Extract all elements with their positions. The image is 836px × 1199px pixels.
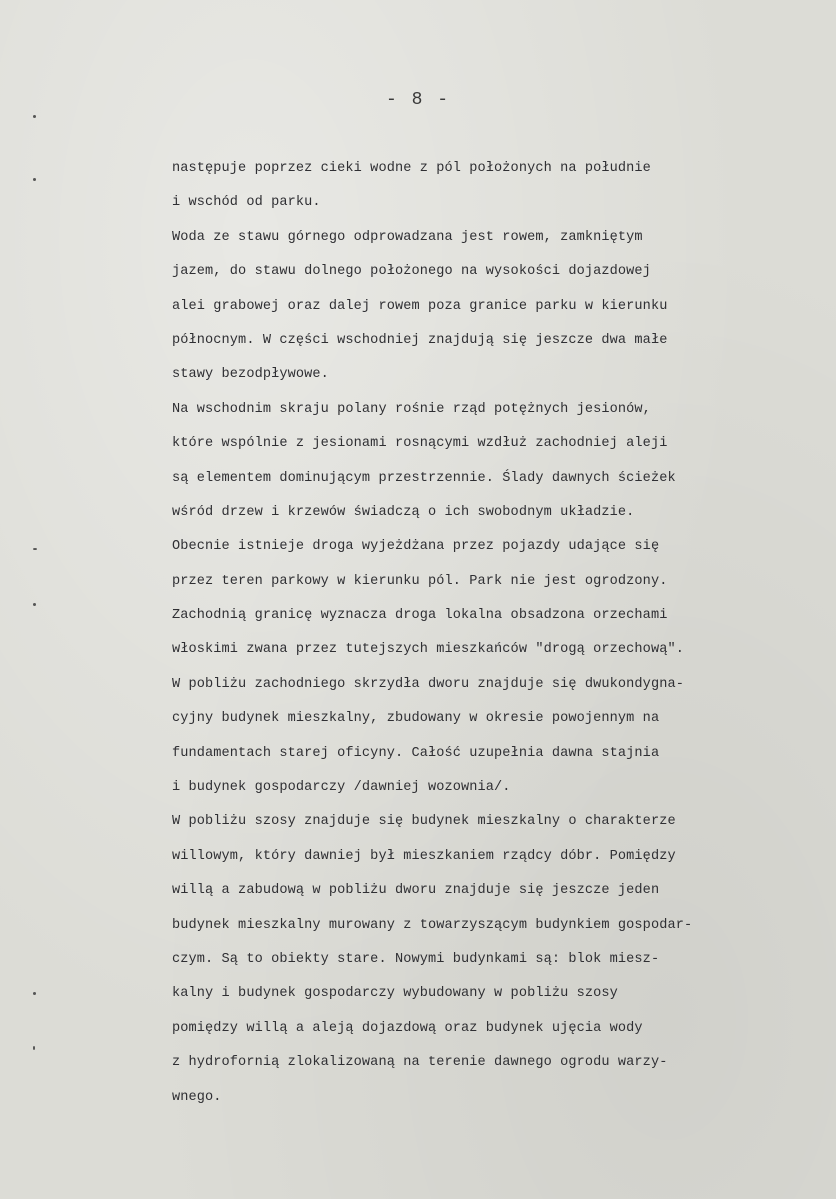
text-line: następuje poprzez cieki wodne z pól położonych na południe [172, 161, 651, 176]
text-line: willowym, który dawniej był mieszkaniem rządcy dóbr. Pomiędzy [172, 848, 676, 864]
text-line: budynek mieszkalny murowany z towarzyszącym budynkiem gospodar- [172, 917, 693, 933]
text-line: fundamentach starej oficyny. Całość uzupełnia dawna stajnia [172, 745, 660, 761]
text-line: wśród drzew i krzewów świadczą o ich swobodnym układzie. [172, 504, 635, 520]
text-line: kalny i budynek gospodarczy wybudowany w pobliżu szosy [172, 986, 618, 1002]
text-line: jazem, do stawu dolnego położonego na wysokości dojazdowej [172, 264, 651, 280]
text-line: pomiędzy willą a aleją dojazdową oraz budynek ujęcia wody [172, 1020, 643, 1036]
text-line: z hydrofornią zlokalizowaną na terenie dawnego ogrodu warzy- [172, 1055, 668, 1071]
text-line: przez teren parkowy w kierunku pól. Park nie jest ogrodzony. [172, 573, 668, 589]
margin-mark [33, 115, 36, 118]
text-line: włoskimi zwana przez tutejszych mieszkańców "drogą orzechową". [172, 642, 684, 658]
text-line: czym. Są to obiekty stare. Nowymi budynkami są: blok miesz- [172, 951, 660, 967]
text-line: są elementem dominującym przestrzennie. Ślady dawnych ścieżek [172, 470, 676, 486]
text-line: wnego. [172, 1089, 222, 1105]
text-line: cyjny budynek mieszkalny, zbudowany w okresie powojennym na [172, 711, 660, 727]
text-line: W pobliżu szosy znajduje się budynek mieszkalny o charakterze [172, 814, 676, 830]
text-line: które wspólnie z jesionami rosnącymi wzdłuż zachodniej aleji [172, 436, 668, 452]
page-number: - 8 - [385, 90, 450, 110]
margin-mark [33, 178, 36, 181]
text-line: willą a zabudową w pobliżu dworu znajduje się jeszcze jeden [172, 883, 660, 899]
text-line: Na wschodnim skraju polany rośnie rząd potężnych jesionów, [172, 401, 651, 417]
margin-mark [33, 1046, 35, 1050]
text-line: Woda ze stawu górnego odprowadzana jest rowem, zamkniętym [172, 229, 643, 245]
margin-mark [33, 992, 36, 995]
text-line: Zachodnią granicę wyznacza droga lokalna obsadzona orzechami [172, 608, 668, 624]
text-line: alei grabowej oraz dalej rowem poza granice parku w kierunku [172, 298, 668, 314]
text-line: północnym. W części wschodniej znajdują się jeszcze dwa małe [172, 332, 668, 348]
text-line: W pobliżu zachodniego skrzydła dworu znajduje się dwukondygna- [172, 676, 684, 692]
margin-mark [33, 603, 36, 606]
text-line: i budynek gospodarczy /dawniej wozownia/. [172, 780, 511, 796]
text-line: i wschód od parku. [172, 195, 321, 211]
text-line: stawy bezodpływowe. [172, 367, 329, 383]
text-line: Obecnie istnieje droga wyjeżdżana przez pojazdy udające się [172, 539, 660, 555]
margin-mark [33, 548, 37, 550]
body-text [172, 152, 832, 1115]
